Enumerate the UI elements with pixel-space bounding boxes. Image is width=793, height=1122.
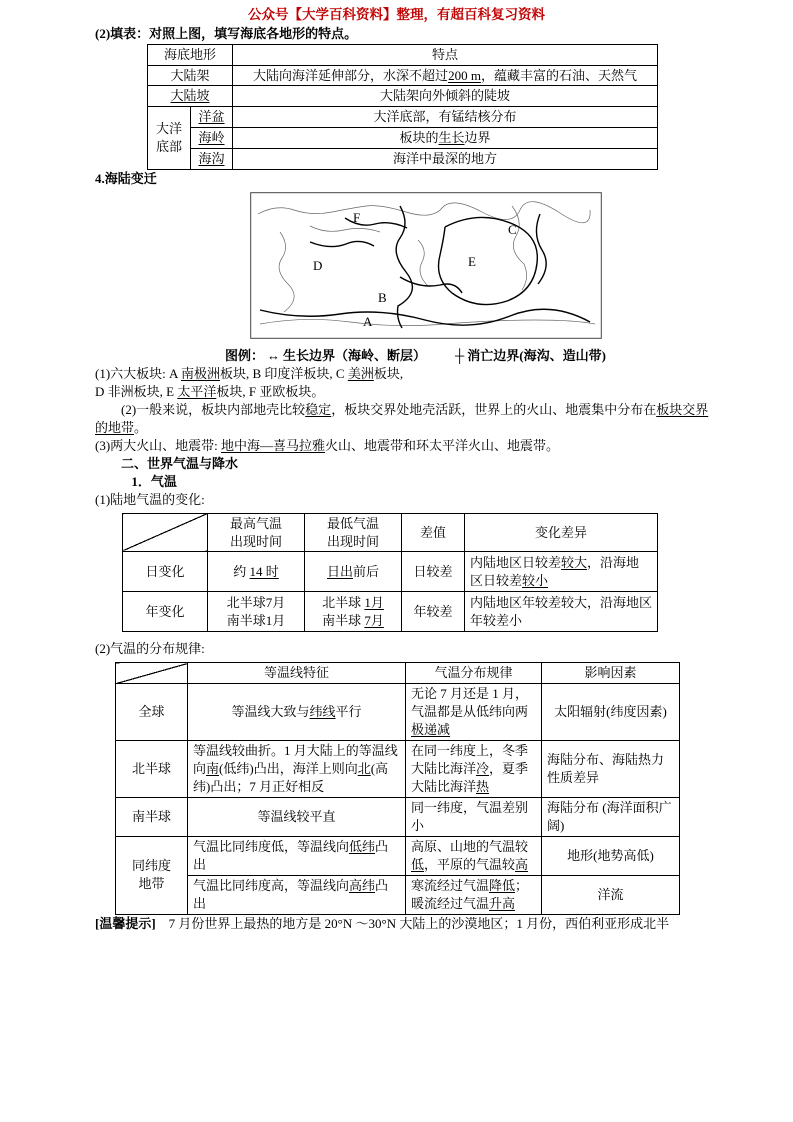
header-notice: 公众号【大学百科资料】整理，有超百科复习资料: [248, 7, 545, 22]
same-lat-row2-factor: 洋流: [542, 875, 680, 914]
diagonal-header-cell: [116, 663, 188, 684]
daily-variation: 内陆地区日较差较大，沿海地区日较差较小: [465, 552, 658, 592]
south-feature: 等温线较平直: [188, 797, 406, 836]
ridge-label: 海岭: [191, 128, 233, 149]
seafloor-header-terrain: 海底地形: [148, 44, 233, 65]
global-rule: 无论 7 月还是 1 月，气温都是从低纬向两极递减: [406, 684, 542, 741]
shelf-label: 大陆架: [148, 65, 233, 86]
plate-label-b: B: [378, 290, 387, 306]
same-lat-label: 同纬度 地带: [116, 836, 188, 914]
plates-para3: (3)两大火山、地震带: 地中海—喜马拉雅火山、地震带和环太平洋火山、地震带。: [95, 437, 560, 453]
table-row: [116, 684, 680, 741]
table-row: [123, 552, 658, 592]
basin-feature: 大洋底部，有锰结核分布: [233, 107, 658, 128]
plate-label-d: D: [313, 258, 323, 274]
global-label: 全球: [116, 684, 188, 741]
temp-change-title: (1)陆地气温的变化:: [95, 491, 205, 507]
table-row: [148, 44, 658, 65]
north-rule: 在同一纬度上，冬季大陆比海洋冷，夏季大陆比海洋热: [406, 741, 542, 798]
same-lat-row1-feature: 气温比同纬度低，等温线向低纬凸出: [188, 836, 406, 875]
header-max-time: 最高气温 出现时间: [208, 513, 305, 552]
daily-label: 日变化: [123, 552, 208, 592]
south-rule: 同一纬度，气温差别小: [406, 797, 542, 836]
header-isotherm-feature: 等温线特征: [188, 663, 406, 684]
yearly-variation: 内陆地区年较差较大，沿海地区年较差小: [465, 592, 658, 632]
header-min-time: 最低气温 出现时间: [305, 513, 402, 552]
north-label: 北半球: [116, 741, 188, 798]
yearly-max: 北半球7月 南半球1月: [208, 592, 305, 632]
plate-label-e: E: [468, 254, 476, 270]
header-factor: 影响因素: [542, 663, 680, 684]
global-factor: 太阳辐射(纬度因素): [542, 684, 680, 741]
landsea-title: 4.海陆变迁: [95, 171, 157, 187]
shelf-feature: 大陆向海洋延伸部分，水深不超过200 m，蕴藏丰富的石油、天然气: [233, 65, 658, 86]
legend-growth-label: 生长边界（海岭、断层）: [283, 348, 427, 364]
convergent-boundary-icon: [452, 348, 467, 363]
table-row: [116, 875, 680, 914]
plates-list-line2: D 非洲板块, E 太平洋板块, F 亚欧板块。: [95, 384, 325, 399]
daily-diff: 日较差: [402, 552, 465, 592]
seafloor-header-feature: 特点: [233, 44, 658, 65]
header-dist-rule: 气温分布规律: [406, 663, 542, 684]
ridge-feature: 板块的生长边界: [233, 128, 658, 149]
table-row: [116, 741, 680, 798]
plate-map-wrap: [250, 192, 602, 339]
plate-tectonics-map: [250, 192, 602, 339]
south-label: 南半球: [116, 797, 188, 836]
header-diff: 差值: [402, 513, 465, 552]
slope-feature: 大陆架向外倾斜的陡坡: [233, 86, 658, 107]
legend-prefix: 图例：: [225, 348, 265, 364]
basin-label: 洋盆: [191, 107, 233, 128]
legend-destroy-label: 消亡边界(海沟、造山带): [467, 348, 606, 364]
plate-label-a: A: [363, 314, 373, 330]
temp-change-table: [122, 513, 658, 633]
temp-dist-title: (2)气温的分布规律:: [95, 641, 205, 657]
ocean-floor-label: 大洋底部: [148, 107, 191, 170]
table-row: [148, 128, 658, 149]
temp-section-title: 二、世界气温与降水: [121, 455, 239, 471]
temp-distribution-table: [115, 662, 680, 914]
trench-feature: 海洋中最深的地方: [233, 149, 658, 170]
header-variation: 变化差异: [465, 513, 658, 552]
table-row: [116, 663, 680, 684]
yearly-label: 年变化: [123, 592, 208, 632]
south-factor: 海陆分布 (海洋面积广阔): [542, 797, 680, 836]
diagonal-header-cell: [123, 513, 208, 552]
warm-tip: [温馨提示] 7 月份世界上最热的地方是 20°N ～30°N 大陆上的沙漠地区；1 月份，西伯利亚形成北半: [95, 915, 670, 931]
same-lat-row1-factor: 地形(地势高低): [542, 836, 680, 875]
table-row: [148, 86, 658, 107]
global-feature: 等温线大致与纬线平行: [188, 684, 406, 741]
same-lat-row2-feature: 气温比同纬度高，等温线向高纬凸出: [188, 875, 406, 914]
table-row: [116, 797, 680, 836]
page-content: [95, 25, 720, 933]
daily-min: 日出前后: [305, 552, 402, 592]
slope-label: 大陆坡: [148, 86, 233, 107]
temp-sub-title: 1．气温: [131, 473, 177, 489]
table-row: [123, 592, 658, 632]
map-legend: [225, 347, 720, 365]
table-row: [148, 107, 658, 128]
same-lat-row1-rule: 高原、山地的气温较低，平原的气温较高: [406, 836, 542, 875]
table-row: [148, 149, 658, 170]
plate-label-f: F: [353, 210, 361, 226]
table-row: [148, 65, 658, 86]
yearly-diff: 年较差: [402, 592, 465, 632]
seafloor-table: [147, 44, 658, 171]
table-row: [116, 836, 680, 875]
same-lat-row2-rule: 寒流经过气温降低；暖流经过气温升高: [406, 875, 542, 914]
table-row: [123, 513, 658, 552]
seafloor-intro: (2)填表：对照上图，填写海底各地形的特点。: [95, 25, 358, 41]
plates-list-line1: (1)六大板块: A 南极洲板块, B 印度洋板块, C 美洲板块,: [95, 366, 404, 382]
plate-label-c: C: [508, 222, 517, 238]
north-factor: 海陆分布、海陆热力性质差异: [542, 741, 680, 798]
yearly-min: 北半球 1月 南半球 7月: [305, 592, 402, 632]
north-feature: 等温线较曲折。1 月大陆上的等温线向南(低纬)凸出，海洋上则向北(高纬)凸出；7 月正好相反: [188, 741, 406, 798]
daily-max: 约 14 时: [208, 552, 305, 592]
trench-label: 海沟: [191, 149, 233, 170]
divergent-boundary-icon: [264, 348, 283, 363]
plates-para2: (2)一般来说，板块内部地壳比较稳定，板块交界处地壳活跃，世界上的火山、地震集中分布在板块交界的地带。: [95, 401, 709, 435]
